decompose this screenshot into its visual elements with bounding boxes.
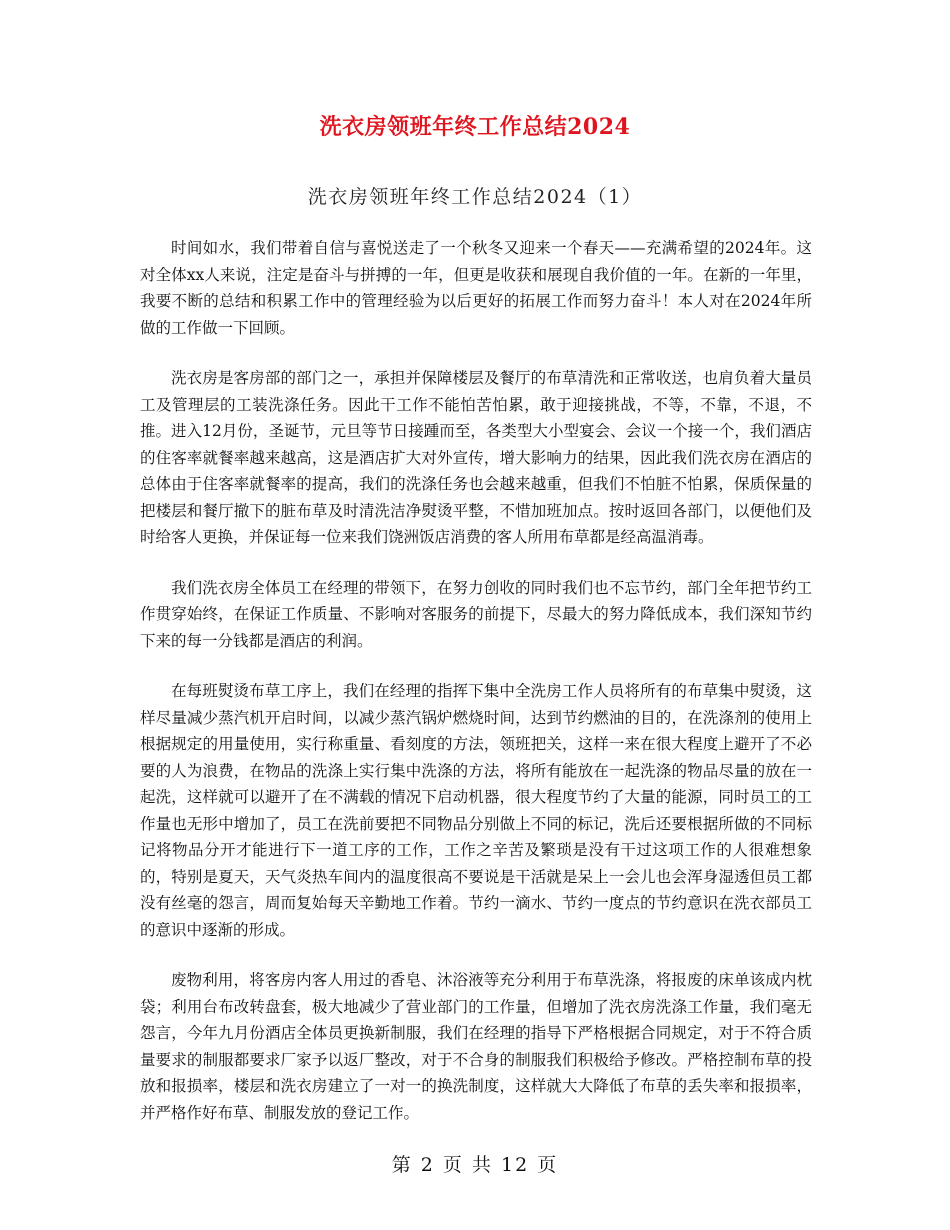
paragraph-saving: 我们洗衣房全体员工在经理的带领下，在努力创收的同时我们也不忘节约，部门全年把节约工作贯穿始终，在保证工作质量、不影响对客服务的前提下，尽最大的努力降低成本，我们深知节约下来的每一分钱都是酒店的利润。 (140, 578, 812, 650)
paragraph-ironing: 在每班熨烫布草工序上，我们在经理的指挥下集中全洗房工作人员将所有的布草集中熨烫，这样尽量减少蒸汽机开启时间，以减少蒸汽锅炉燃烧时间，达到节约燃油的目的，在洗涤剂的使用上根据规定的用量使用，实行称重量、看刻度的方法，领班把关，这样一来在很大程度上避开了不必要的人为浪费，在物品的洗涤上实行集中洗涤的方法，将所有能放在一起洗涤的物品尽量的放在一起洗，这样就可以避开了在不满载的情况下启动机器，很大程度节约了大量的能源，同时员工的工作量也无形中增加了，员工在洗前要把不同物品分别做上不同的标记，洗后还要根据所做的不同标记将物品分开才能进行下一道工序的工作，工作之辛苦及繁琐是没有干过这项工作的人很难想象的，特别是夏天，天气炎热车间内的温度很高不要说是干活就是呆上一会儿也会浑身湿透但员工都没有丝毫的怨言，周而复始每天辛勤地工作着。节约一滴水、节约一度点的节约意识在洗衣部员工的意识中逐渐的形成。 (140, 682, 812, 939)
document-title: 洗衣房领班年终工作总结2024 (319, 114, 631, 140)
page-number-footer: 第 2 页 共 12 页 (391, 1154, 559, 1176)
paragraph-recycling: 废物利用，将客房内客人用过的香皂、沐浴液等充分利用于布草洗涤，将报废的床单该成内枕袋；利用台布改转盘套，极大地减少了营业部门的工作量，但增加了洗衣房洗涤工作量，我们毫无怨言，今年九月份酒店全体员更换新制服，我们在经理的指导下严格根据合同规定，对于不符合质量要求的制服都要求厂家予以返厂整改，对于不合身的制服我们积极给予修改。严格控制布草的投放和报损率，楼层和洗衣房建立了一对一的换洗制度，这样就大大降低了布草的丢失率和报损率，并严格作好布草、制服发放的登记工作。 (140, 971, 812, 1122)
paragraph-duties: 洗衣房是客房部的部门之一，承担并保障楼层及餐厅的布草清洗和正常收送，也肩负着大量员工及管理层的工装洗涤任务。因此干工作不能怕苦怕累，敢于迎接挑战，不等，不靠，不退，不推。进入12月份，圣诞节，元旦等节日接踵而至，各类型大小型宴会、会议一个接一个，我们酒店的住客率就餐率越来越高，这是酒店扩大对外宣传，增大影响力的结果，因此我们洗衣房在酒店的总体由于住客率就餐率的提高，我们的洗涤任务也会越来越重，但我们不怕脏不怕累，保质保量的把楼层和餐厅撤下的脏布草及时清洗洁净熨烫平整，不惜加班加点。按时返回各部门，以便他们及时给客人更换，并保证每一位来我们饶洲饭店消费的客人所用布草都是经高温消毒。 (140, 369, 812, 546)
paragraph-intro: 时间如水，我们带着自信与喜悦送走了一个秋冬又迎来一个春天——充满希望的2024年。这对全体xx人来说，注定是奋斗与拼搏的一年，但更是收获和展现自我价值的一年。在新的一年里，我要不断的总结和积累工作中的管理经验为以后更好的拓展工作而努力奋斗！本人对在2024年所做的工作做一下回顾。 (140, 239, 812, 337)
document-body (140, 235, 812, 1150)
document-subtitle: 洗衣房领班年终工作总结2024（1） (307, 186, 643, 208)
